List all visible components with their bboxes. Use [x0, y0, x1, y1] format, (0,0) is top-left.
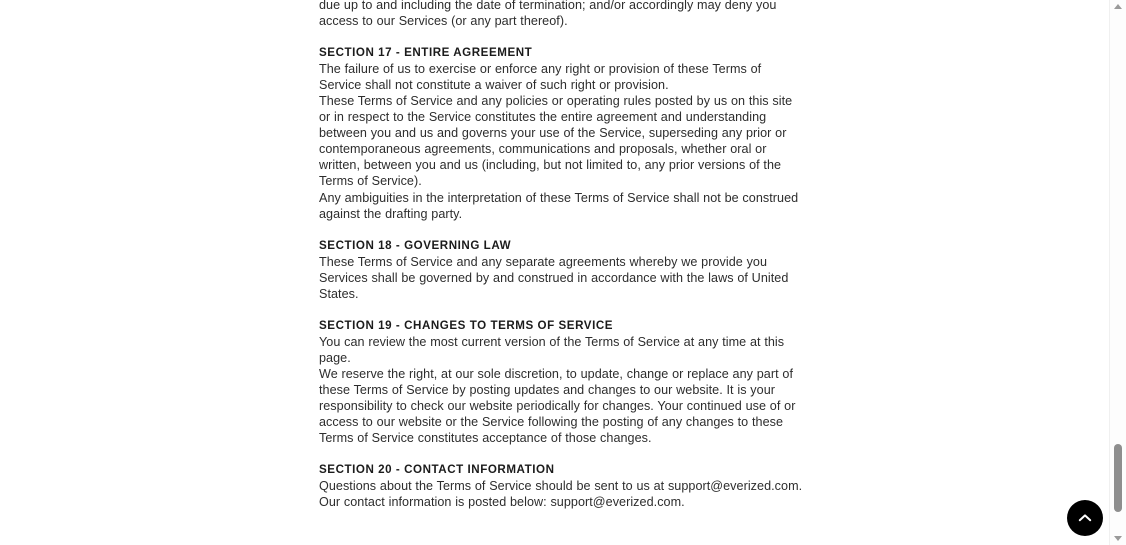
scrollbar-up-arrow-button[interactable]	[1110, 0, 1126, 13]
section-heading: SECTION 19 - CHANGES TO TERMS OF SERVICE	[319, 318, 614, 332]
section-paragraph: These Terms of Service and any separate agreements whereby we provide you Services shall be governed by and construed in accordance with the laws of United States.	[319, 254, 789, 301]
section-paragraph: Our contact information is posted below: support@everized.com.	[319, 495, 685, 510]
section-changes-to-terms	[319, 318, 805, 446]
section-spacer	[319, 302, 805, 318]
section-paragraph: Any ambiguities in the interpretation of these Terms of Service shall not be construed against the drafting party.	[319, 190, 799, 221]
scrollbar-down-arrow-button[interactable]	[1110, 532, 1126, 545]
section-paragraph: We reserve the right, at our sole discretion, to update, change or replace any part of these Terms of Service by posting updates and changes to our website. It is your responsibility to check our website periodically for changes. Your continued use of or access to our website or the Service following the posting of any changes to these Terms of Service constitutes acceptance of those changes.	[319, 366, 796, 446]
section-paragraph: You can review the most current version of the Terms of Service at any time at this page.	[319, 334, 785, 365]
section-heading: SECTION 20 - CONTACT INFORMATION	[319, 463, 555, 477]
section-paragraph: Questions about the Terms of Service should be sent to us at support@everized.com.	[319, 479, 803, 494]
document-text-column	[319, 0, 805, 510]
chevron-up-icon	[1076, 509, 1094, 527]
partial-paragraph-top: due up to and including the date of termination; and/or accordingly may deny you access to our Services (or any part thereof).	[319, 0, 777, 29]
vertical-scrollbar[interactable]	[1109, 0, 1126, 545]
section-paragraph: The failure of us to exercise or enforce any right or provision of these Terms of Service shall not constitute a waiver of such right or provision.	[319, 62, 762, 93]
scroll-to-top-button[interactable]	[1067, 500, 1103, 536]
section-heading: SECTION 17 - ENTIRE AGREEMENT	[319, 46, 533, 60]
section-spacer	[319, 222, 805, 238]
section-governing-law	[319, 238, 805, 302]
section-heading: SECTION 18 - GOVERNING LAW	[319, 238, 512, 252]
triangle-down-icon	[1114, 536, 1122, 541]
section-entire-agreement	[319, 45, 805, 222]
section-paragraph: These Terms of Service and any policies or operating rules posted by us on this site or in respect to the Service constitutes the entire agreement and understanding between you and us and governs your use of the Service, superseding any prior or contemporaneous agreements, communications and proposals, whether oral or written, between you and us (including, but not limited to, any prior versions of the Terms of Service).	[319, 94, 793, 189]
section-contact-information	[319, 462, 805, 510]
triangle-up-icon	[1114, 4, 1122, 9]
section-spacer	[319, 446, 805, 462]
section-spacer	[319, 29, 805, 45]
scrollbar-thumb[interactable]	[1114, 444, 1122, 512]
